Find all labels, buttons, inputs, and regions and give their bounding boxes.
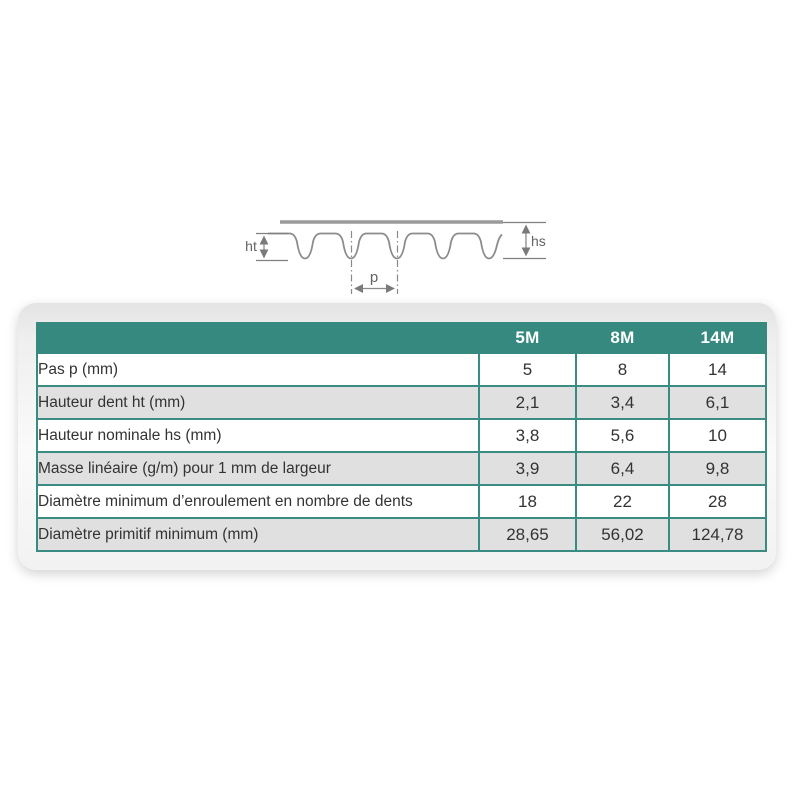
table-row-min-pitch-diameter	[37, 518, 766, 551]
ht-dimension	[256, 234, 288, 261]
table-row-nominal-height	[37, 419, 766, 452]
row-label: Diamètre minimum d’enroulement en nombre de dents	[37, 485, 479, 518]
value-cell: 124,78	[669, 518, 766, 551]
belt-spec-table	[36, 322, 767, 552]
ht-label: ht	[245, 238, 257, 254]
value-cell: 6,1	[669, 386, 766, 419]
value-cell: 5	[479, 353, 576, 386]
value-cell: 28	[669, 485, 766, 518]
spec-card	[18, 303, 776, 570]
table-row-linear-mass	[37, 452, 766, 485]
value-cell: 28,65	[479, 518, 576, 551]
header-row	[37, 323, 766, 353]
table-row-pitch	[37, 353, 766, 386]
table-row-min-teeth	[37, 485, 766, 518]
row-label: Masse linéaire (g/m) pour 1 mm de largeur	[37, 452, 479, 485]
row-label: Diamètre primitif minimum (mm)	[37, 518, 479, 551]
table-row-tooth-height	[37, 386, 766, 419]
value-cell: 10	[669, 419, 766, 452]
value-cell: 56,02	[576, 518, 669, 551]
value-cell: 2,1	[479, 386, 576, 419]
value-cell: 18	[479, 485, 576, 518]
value-cell: 3,8	[479, 419, 576, 452]
belt-profile-diagram	[230, 193, 560, 303]
column-header-14m: 14M	[669, 323, 766, 353]
value-cell: 3,9	[479, 452, 576, 485]
p-label: p	[369, 269, 379, 286]
value-cell: 8	[576, 353, 669, 386]
value-cell: 6,4	[576, 452, 669, 485]
hs-label: hs	[531, 233, 546, 249]
column-header-8m: 8M	[576, 323, 669, 353]
row-label: Pas p (mm)	[37, 353, 479, 386]
value-cell: 3,4	[576, 386, 669, 419]
row-label: Hauteur dent ht (mm)	[37, 386, 479, 419]
tooth-profile-path	[268, 234, 502, 259]
column-header-5m: 5M	[479, 323, 576, 353]
row-label: Hauteur nominale hs (mm)	[37, 419, 479, 452]
value-cell: 14	[669, 353, 766, 386]
value-cell: 9,8	[669, 452, 766, 485]
value-cell: 22	[576, 485, 669, 518]
value-cell: 5,6	[576, 419, 669, 452]
header-empty-cell	[37, 323, 479, 353]
